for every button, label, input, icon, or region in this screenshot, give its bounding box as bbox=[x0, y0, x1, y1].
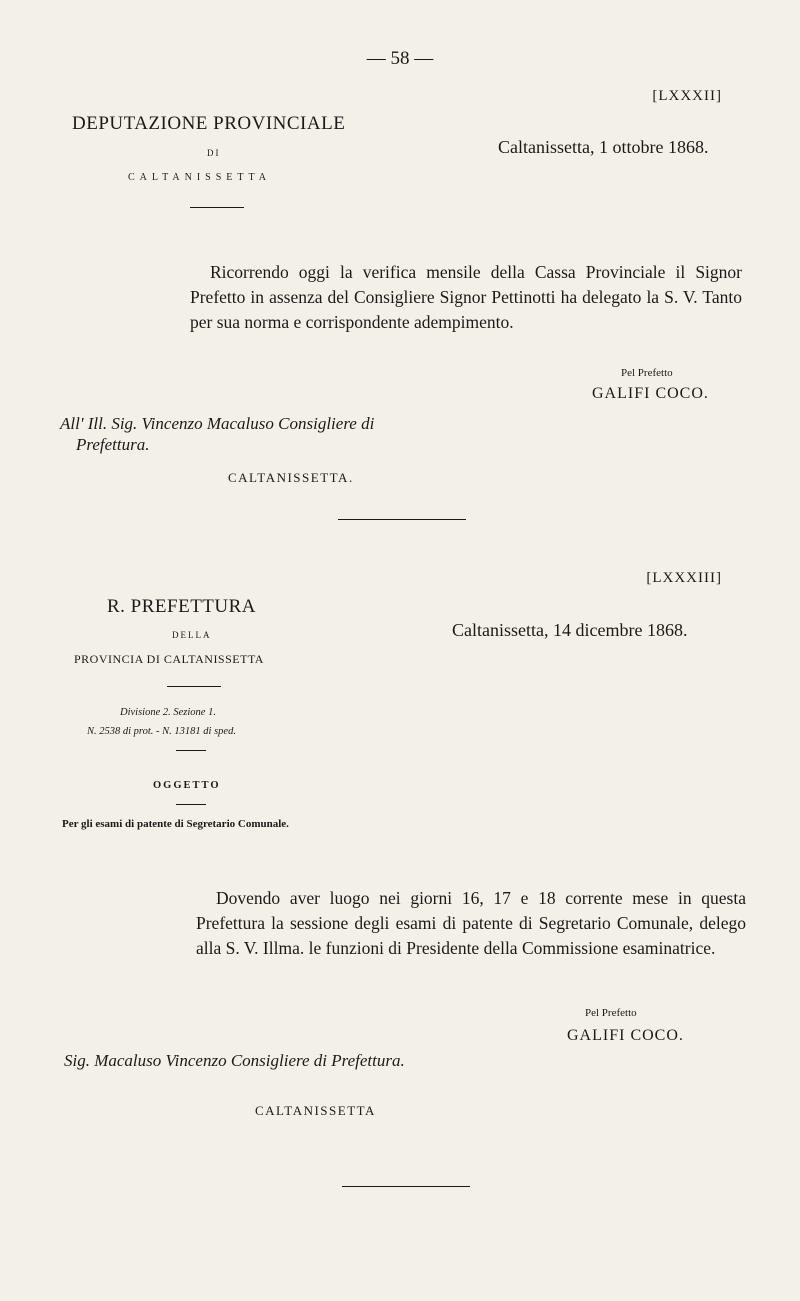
section-separator bbox=[342, 1186, 470, 1187]
place-date: Caltanissetta, 1 ottobre 1868. bbox=[498, 137, 709, 157]
signature-label: Pel Prefetto bbox=[585, 1007, 637, 1019]
signature-name: GALIFI COCO. bbox=[567, 1027, 684, 1044]
protocol-number: N. 2538 di prot. - N. 13181 di sped. bbox=[87, 726, 236, 737]
letter-number: [LXXXIII] bbox=[646, 570, 722, 586]
sender-connector: DELLA bbox=[172, 630, 212, 640]
destination-city: CALTANISSETTA. bbox=[228, 470, 354, 485]
place-date: Caltanissetta, 14 dicembre 1868. bbox=[452, 620, 688, 640]
section-separator bbox=[338, 519, 466, 520]
sender-connector: DI bbox=[207, 148, 221, 158]
letter-body: Ricorrendo oggi la verifica mensile della Cassa Provinciale il Signor Prefetto in assenza del Consigliere Signor Pettinotti ha delegato la S. V. Tanto per sua norma e corrispondente adempimento. bbox=[190, 262, 742, 332]
divider bbox=[176, 750, 206, 751]
sender-city: CALTANISSETTA bbox=[128, 172, 272, 183]
divider bbox=[176, 804, 206, 805]
page-number: — 58 — bbox=[366, 48, 434, 69]
subject-text: Per gli esami di patente di Segretario Comunale. bbox=[62, 818, 289, 830]
divider bbox=[167, 686, 221, 687]
division-section: Divisione 2. Sezione 1. bbox=[120, 707, 216, 718]
signature-label: Pel Prefetto bbox=[621, 367, 673, 379]
sender-organization: R. PREFETTURA bbox=[107, 596, 257, 617]
letter-number: [LXXXII] bbox=[652, 88, 722, 104]
destination-city: CALTANISSETTA bbox=[255, 1103, 376, 1118]
addressee: Sig. Macaluso Vincenzo Consigliere di Prefettura. bbox=[64, 1051, 405, 1070]
subject-heading: OGGETTO bbox=[153, 780, 221, 791]
addressee: All' Ill. Sig. Vincenzo Macaluso Consigliere di Prefettura. bbox=[60, 414, 375, 454]
sender-organization: DEPUTAZIONE PROVINCIALE bbox=[72, 113, 346, 134]
letter-body: Dovendo aver luogo nei giorni 16, 17 e 18 corrente mese in questa Prefettura la sessione degli esami di patente di Segretario Comunale, delego alla S. V. Illma. le funzioni di Presidente della Commissione esaminatrice. bbox=[196, 888, 746, 958]
sender-province: PROVINCIA DI CALTANISSETTA bbox=[74, 652, 264, 666]
divider bbox=[190, 207, 244, 208]
signature-name: GALIFI COCO. bbox=[592, 385, 709, 402]
